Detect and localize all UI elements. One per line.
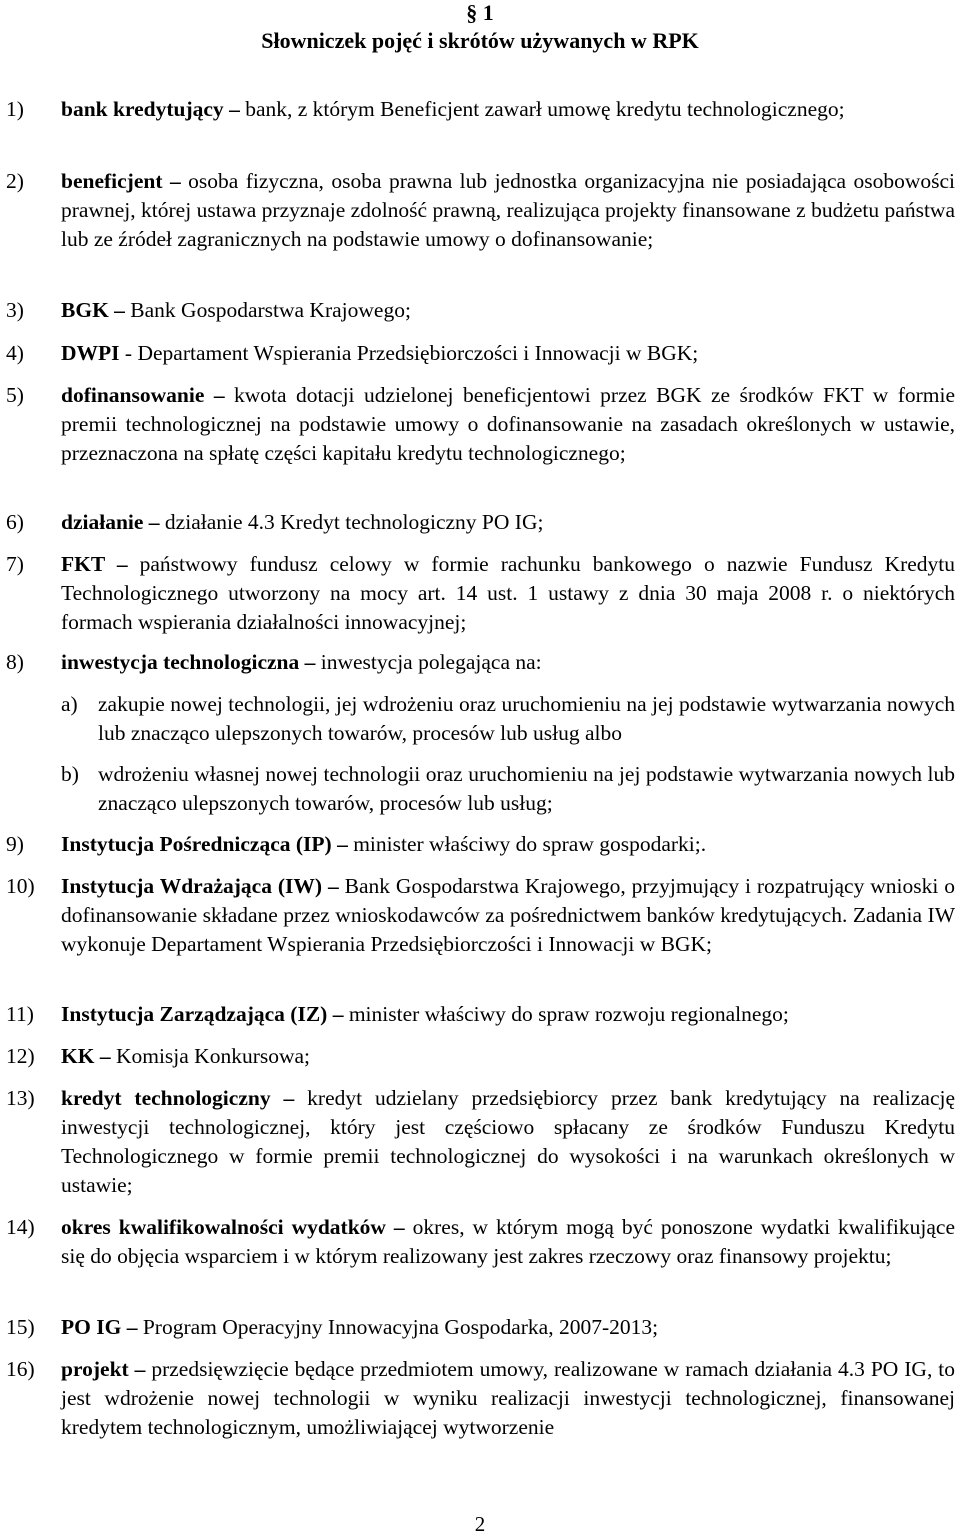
item-text: okres, w którym mogą być ponoszone wydatki kwalifikujące się do objęcia wsparciem i w którym realizowany jest zakres rzeczowy oraz finansowy projektu; [61,1215,956,1268]
item-text: minister właściwy do spraw gospodarki;. [353,832,707,856]
item-term: projekt [61,1357,129,1381]
sub-item-letter: b) [61,762,79,786]
item-body [61,550,955,637]
item-number: 10) [6,874,35,898]
item-number: 13) [6,1086,35,1110]
definition-item [0,550,955,637]
item-number: 5) [6,383,24,407]
item-number: 12) [6,1044,35,1068]
item-dash: – [108,298,131,322]
item-text: przedsięwzięcie będące przedmiotem umowy, realizowane w ramach działania 4.3 PO IG, to jest wdrożenie nowej technologii w wyniku realizacji inwestycji technologicznej, finansowanej kredytem technologicznym, umożliwiającej wytworzenie [61,1357,955,1439]
item-term: działanie [61,510,144,534]
item-term: bank kredytujący [61,97,224,121]
item-dash: – [94,1044,116,1068]
item-dash: - [119,341,138,365]
definition-item [0,1213,955,1271]
sub-item-letter: a) [61,692,78,716]
item-dash: – [121,1315,143,1339]
item-text: Komisja Konkursowa; [115,1044,311,1068]
item-number: 2) [6,169,24,193]
definition-item [0,1042,955,1071]
item-body [61,1313,955,1342]
sub-item [0,690,955,748]
item-body [61,1042,955,1071]
item-body [61,1213,955,1271]
sub-item-text: wdrożeniu własnej nowej technologii oraz uruchomieniu na jej podstawie wytwarzania nowych lub znacząco ulepszonych towarów, procesów lub usług; [98,762,955,815]
item-body [61,1000,955,1029]
definition-item [0,1084,955,1200]
item-number: 7) [6,552,24,576]
item-term: okres kwalifikowalności wydatków [61,1215,386,1239]
item-number: 9) [6,832,24,856]
definition-item [0,296,955,325]
item-text: minister właściwy do spraw rozwoju regionalnego; [348,1002,789,1026]
definition-item [0,830,955,859]
item-term: inwestycja technologiczna [61,650,300,674]
item-dash: – [385,1215,413,1239]
item-text: Bank Gospodarstwa Krajowego, przyjmujący i rozpatrujący wnioski o dofinansowanie składane przez wnioskodawców za pośrednictwem banków kredytujących. Zadania IW wykonuje Departament Wspierania Przedsiębiorczości i Innowacji w BGK; [61,874,956,956]
definition-item [0,167,955,254]
page-title: Słowniczek pojęć i skrótów używanych w RPK [261,28,699,53]
item-body [61,1355,955,1442]
item-term: FKT [61,552,105,576]
item-term: BGK [61,298,109,322]
item-term: KK [61,1044,95,1068]
item-body [61,872,955,959]
item-text: inwestycja polegająca na: [320,650,542,674]
item-body [61,381,955,468]
item-body [61,830,955,859]
sub-item [0,760,955,818]
item-term: Instytucja Zarządzająca (IZ) [61,1002,328,1026]
item-body [61,95,955,124]
section-heading: § 1 [466,0,494,25]
item-term: dofinansowanie [61,383,205,407]
definition-item [0,508,955,537]
item-dash: – [223,97,246,121]
item-text: osoba fizyczna, osoba prawna lub jednostka organizacyjna nie posiadająca osobowości prawnej, której ustawa przyznaje zdolność prawną, realizująca projekty finansowane z budżetu państwa lub ze źródeł zagranicznych na podstawie umowy o dofinansowanie; [61,169,955,251]
item-term: Instytucja Pośrednicząca (IP) [61,832,332,856]
definition-item [0,648,955,677]
definition-item [0,1313,955,1342]
item-number: 3) [6,298,24,322]
item-term: Instytucja Wdrażająca (IW) [61,874,323,898]
item-term: beneficjent [61,169,163,193]
item-number: 16) [6,1357,35,1381]
definition-item [0,95,955,124]
item-text: Program Operacyjny Innowacyjna Gospodarka, 2007-2013; [142,1315,659,1339]
item-text: działanie 4.3 Kredyt technologiczny PO IG; [164,510,544,534]
item-text: Bank Gospodarstwa Krajowego; [130,298,411,322]
item-number: 11) [6,1002,34,1026]
item-number: 1) [6,97,24,121]
item-body [61,167,955,254]
definition-item [0,1355,955,1442]
item-term: PO IG [61,1315,122,1339]
item-number: 15) [6,1315,35,1339]
item-text: kredyt udzielany przedsiębiorcy przez bank kredytujący na realizację inwestycji technologicznej, który jest częściowo spłacany ze środków Funduszu Kredytu Technologicznego w formie premii technologicznej do wysokości i na warunkach określonych w ustawie; [61,1086,956,1197]
item-body [61,1084,955,1200]
item-number: 4) [6,341,24,365]
item-body [61,508,955,537]
item-dash: – [270,1086,308,1110]
sub-item-text: zakupie nowej technologii, jej wdrożeniu oraz uruchomieniu na jej podstawie wytwarzania nowych lub znacząco ulepszonych towarów, procesów lub usług albo [98,692,955,745]
item-dash: – [204,383,235,407]
definition-item [0,339,955,368]
item-number: 8) [6,650,24,674]
item-body [61,339,955,368]
page-number: 2 [474,1512,486,1536]
item-dash: – [299,650,321,674]
item-body [61,648,955,677]
item-dash: – [162,169,189,193]
item-text: Departament Wspierania Przedsiębiorczości i Innowacji w BGK; [137,341,699,365]
definition-item [0,872,955,959]
item-term: DWPI [61,341,120,365]
definition-item [0,1000,955,1029]
item-body [61,296,955,325]
item-text: państwowy fundusz celowy w formie rachunku bankowego o nazwie Fundusz Kredytu Technologicznego utworzony na mocy art. 14 ust. 1 ustawy z dnia 30 maja 2008 r. o niektórych formach wspierania działalności innowacyjnej; [61,552,955,634]
item-text: bank, z którym Beneficjent zawarł umowę kredytu technologicznego; [245,97,845,121]
item-dash: – [327,1002,349,1026]
item-number: 6) [6,510,24,534]
item-text: kwota dotacji udzielonej beneficjentowi przez BGK ze środków FKT w formie premii technologicznej na podstawie umowy o dofinansowanie na zasadach określonych w ustawie, przeznaczona na spłatę części kapitału kredytu technologicznego; [61,383,956,465]
definition-item [0,381,955,468]
item-dash: – [322,874,345,898]
item-number: 14) [6,1215,35,1239]
item-dash: – [331,832,354,856]
item-dash: – [143,510,165,534]
item-term: kredyt technologiczny [61,1086,271,1110]
item-dash: – [104,552,140,576]
item-dash: – [128,1357,152,1381]
